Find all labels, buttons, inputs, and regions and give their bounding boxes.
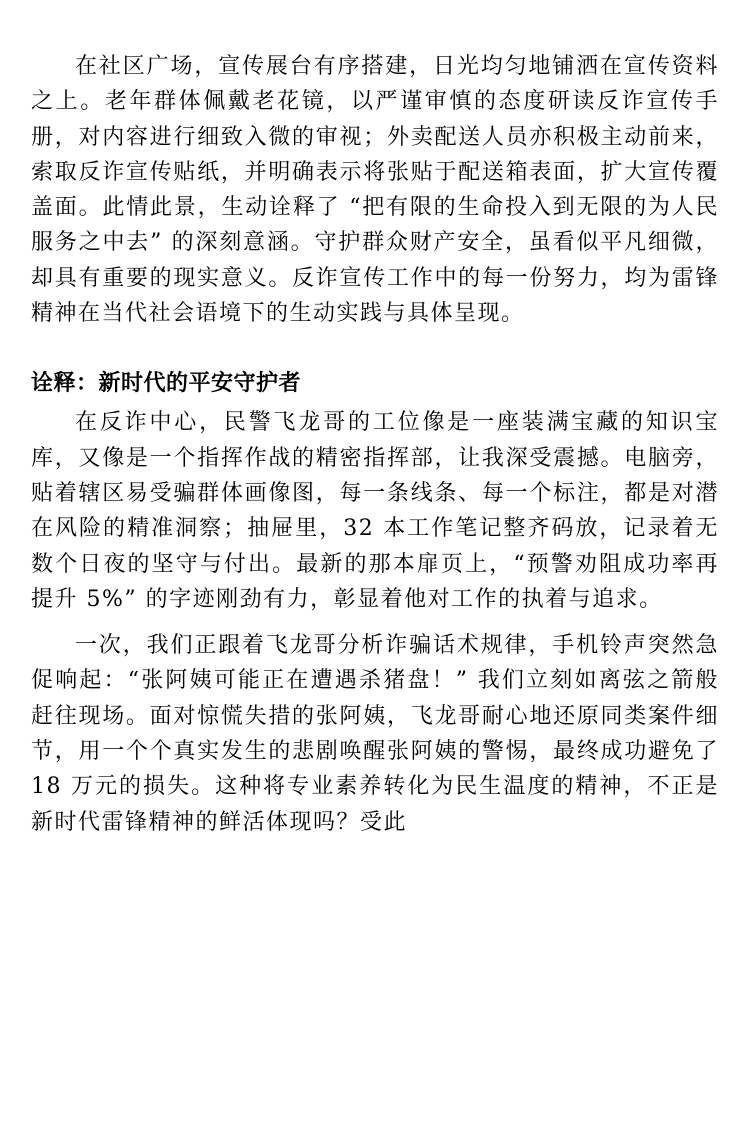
paragraph-phone-alert: 一次，我们正跟着飞龙哥分析诈骗话术规律，手机铃声突然急促响起：“张阿姨可能正在遭遇杀猪盘！” 我们立刻如离弦之箭般赶往现场。面对惊慌失措的张阿姨，飞龙哥耐心地还原同类案件细节，用一个个真实发生的悲剧唤醒张阿姨的警惕，最终成功避免了 18 万元的损失。这种将专业素养转化为民生温度的精神，不正是新时代雷锋精神的鲜活体现吗？受此	[31, 633, 719, 835]
paragraph-anti-fraud-center: 在反诈中心，民警飞龙哥的工位像是一座装满宝藏的知识宝库，又像是一个指挥作战的精密指挥部，让我深受震撼。电脑旁，贴着辖区易受骗群体画像图，每一条线条、每一个标注，都是对潜在风险的精准洞察；抽屉里，32 本工作笔记整齐码放，记录着无数个日夜的坚守与付出。最新的那本扉页上，“预警劝阻成功率再提升 5%” 的字迹刚劲有力，彰显着他对工作的执着与追求。	[31, 410, 719, 612]
section-heading: 诠释：新时代的平安守护者	[31, 371, 302, 397]
document-page	[31, 49, 719, 840]
paragraph-community-square: 在社区广场，宣传展台有序搭建，日光均匀地铺洒在宣传资料之上。老年群体佩戴老花镜，以严谨审慎的态度研读反诈宣传手册，对内容进行细致入微的审视；外卖配送人员亦积极主动前来，索取反诈宣传贴纸，并明确表示将张贴于配送箱表面，扩大宣传覆盖面。此情此景，生动诠释了 “把有限的生命投入到无限的为人民服务之中去” 的深刻意涵。守护群众财产安全，虽看似平凡细微，却具有重要的现实意义。反诈宣传工作中的每一份努力，均为雷锋精神在当代社会语境下的生动实践与具体呈现。	[31, 54, 719, 327]
